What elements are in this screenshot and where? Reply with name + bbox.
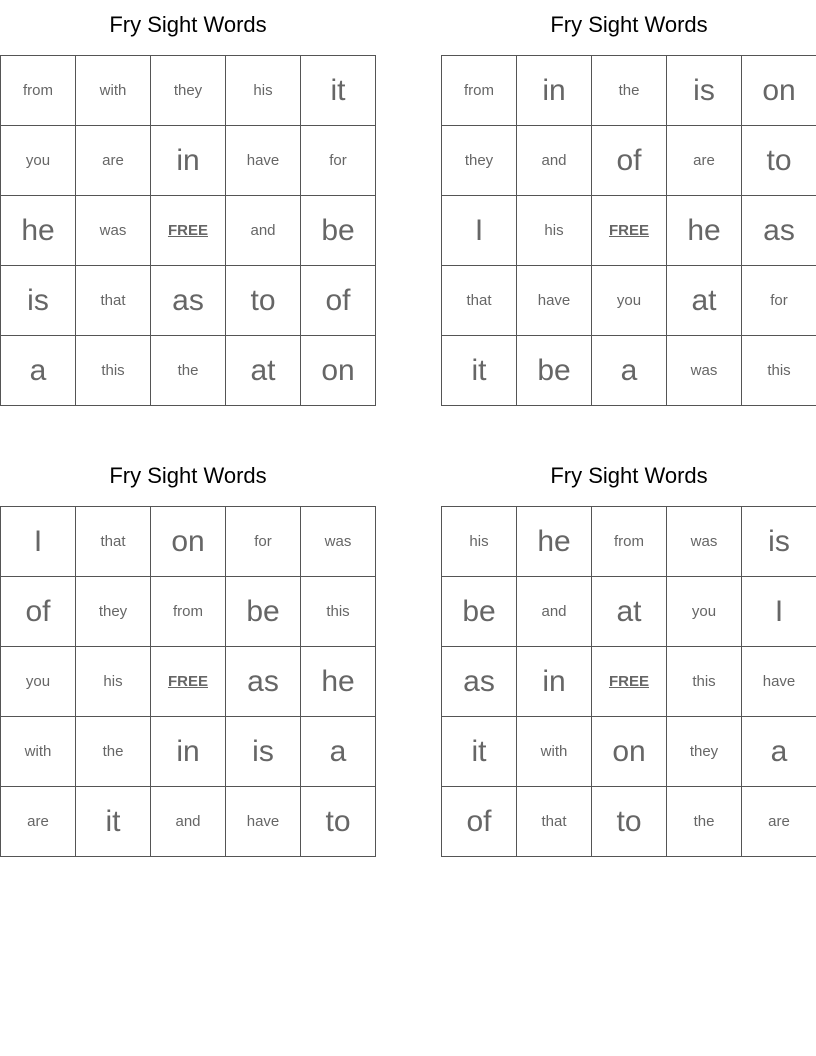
word-cell: is xyxy=(742,507,816,577)
word-cell: in xyxy=(517,647,592,717)
word-cell: as xyxy=(226,647,301,717)
word-cell: in xyxy=(151,126,226,196)
word-cell: of xyxy=(592,126,667,196)
word-cell: was xyxy=(667,507,742,577)
word-cell: and xyxy=(151,787,226,857)
free-space-cell: FREE xyxy=(592,196,667,266)
word-cell: have xyxy=(226,126,301,196)
word-cell: a xyxy=(592,336,667,406)
grid-row xyxy=(442,647,816,717)
word-cell: this xyxy=(742,336,816,406)
word-cell: his xyxy=(76,647,151,717)
grid-row xyxy=(1,126,376,196)
word-cell: are xyxy=(742,787,816,857)
word-cell: be xyxy=(301,196,376,266)
bingo-card-4 xyxy=(441,451,816,857)
word-cell: and xyxy=(226,196,301,266)
grid-row xyxy=(442,196,816,266)
word-cell: this xyxy=(667,647,742,717)
grid-row xyxy=(1,196,376,266)
word-cell: a xyxy=(301,717,376,787)
grid-row xyxy=(1,56,376,126)
word-cell: as xyxy=(151,266,226,336)
word-cell: they xyxy=(76,577,151,647)
word-cell: is xyxy=(667,56,742,126)
bingo-grid xyxy=(0,55,376,406)
card-title: Fry Sight Words xyxy=(550,463,708,488)
word-cell: have xyxy=(742,647,816,717)
word-cell: this xyxy=(301,577,376,647)
grid-row xyxy=(442,336,816,406)
word-cell: you xyxy=(667,577,742,647)
word-cell: his xyxy=(442,507,517,577)
word-cell: and xyxy=(517,126,592,196)
word-cell: are xyxy=(76,126,151,196)
word-cell: a xyxy=(1,336,76,406)
word-cell: this xyxy=(76,336,151,406)
word-cell: a xyxy=(742,717,816,787)
card-title: Fry Sight Words xyxy=(109,463,267,488)
word-cell: at xyxy=(226,336,301,406)
word-cell: on xyxy=(742,56,816,126)
word-cell: it xyxy=(76,787,151,857)
word-cell: for xyxy=(301,126,376,196)
word-cell: they xyxy=(151,56,226,126)
word-cell: the xyxy=(76,717,151,787)
word-cell: you xyxy=(1,647,76,717)
word-cell: it xyxy=(442,717,517,787)
grid-row xyxy=(1,336,376,406)
word-cell: it xyxy=(301,56,376,126)
word-cell: his xyxy=(517,196,592,266)
word-cell: to xyxy=(742,126,816,196)
grid-row xyxy=(442,266,816,336)
word-cell: I xyxy=(1,507,76,577)
word-cell: is xyxy=(1,266,76,336)
grid-row xyxy=(442,507,816,577)
word-cell: to xyxy=(301,787,376,857)
card-title: Fry Sight Words xyxy=(109,12,267,37)
word-cell: from xyxy=(151,577,226,647)
word-cell: on xyxy=(151,507,226,577)
bingo-grid xyxy=(0,506,376,857)
word-cell: to xyxy=(592,787,667,857)
word-cell: in xyxy=(517,56,592,126)
word-cell: are xyxy=(1,787,76,857)
word-cell: he xyxy=(667,196,742,266)
word-cell: of xyxy=(301,266,376,336)
word-cell: you xyxy=(592,266,667,336)
grid-row xyxy=(442,787,816,857)
grid-row xyxy=(1,647,376,717)
word-cell: from xyxy=(592,507,667,577)
word-cell: I xyxy=(742,577,816,647)
grid-row xyxy=(1,266,376,336)
word-cell: of xyxy=(1,577,76,647)
word-cell: with xyxy=(1,717,76,787)
grid-row xyxy=(442,56,816,126)
word-cell: his xyxy=(226,56,301,126)
word-cell: the xyxy=(667,787,742,857)
grid-row xyxy=(1,507,376,577)
word-cell: at xyxy=(667,266,742,336)
word-cell: they xyxy=(442,126,517,196)
word-cell: in xyxy=(151,717,226,787)
bingo-card-2 xyxy=(441,0,816,406)
word-cell: on xyxy=(592,717,667,787)
grid-row xyxy=(1,577,376,647)
word-cell: to xyxy=(226,266,301,336)
word-cell: with xyxy=(517,717,592,787)
word-cell: from xyxy=(442,56,517,126)
word-cell: as xyxy=(742,196,816,266)
bingo-grid xyxy=(441,506,816,857)
word-cell: the xyxy=(151,336,226,406)
word-cell: he xyxy=(517,507,592,577)
word-cell: are xyxy=(667,126,742,196)
word-cell: from xyxy=(1,56,76,126)
grid-row xyxy=(442,126,816,196)
bingo-grid xyxy=(441,55,816,406)
word-cell: on xyxy=(301,336,376,406)
grid-row xyxy=(442,717,816,787)
word-cell: they xyxy=(667,717,742,787)
grid-row xyxy=(1,717,376,787)
bingo-card-3 xyxy=(0,451,376,857)
word-cell: that xyxy=(76,507,151,577)
word-cell: is xyxy=(226,717,301,787)
word-cell: he xyxy=(1,196,76,266)
word-cell: that xyxy=(517,787,592,857)
free-space-cell: FREE xyxy=(151,647,226,717)
card-title: Fry Sight Words xyxy=(550,12,708,37)
bingo-card-1 xyxy=(0,0,376,406)
word-cell: have xyxy=(226,787,301,857)
word-cell: have xyxy=(517,266,592,336)
grid-row xyxy=(442,577,816,647)
word-cell: be xyxy=(442,577,517,647)
word-cell: be xyxy=(517,336,592,406)
word-cell: was xyxy=(301,507,376,577)
word-cell: as xyxy=(442,647,517,717)
word-cell: of xyxy=(442,787,517,857)
word-cell: you xyxy=(1,126,76,196)
word-cell: be xyxy=(226,577,301,647)
word-cell: with xyxy=(76,56,151,126)
word-cell: and xyxy=(517,577,592,647)
word-cell: the xyxy=(592,56,667,126)
word-cell: I xyxy=(442,196,517,266)
word-cell: that xyxy=(76,266,151,336)
free-space-cell: FREE xyxy=(592,647,667,717)
grid-row xyxy=(1,787,376,857)
word-cell: at xyxy=(592,577,667,647)
word-cell: he xyxy=(301,647,376,717)
free-space-cell: FREE xyxy=(151,196,226,266)
word-cell: it xyxy=(442,336,517,406)
word-cell: that xyxy=(442,266,517,336)
word-cell: was xyxy=(76,196,151,266)
word-cell: for xyxy=(742,266,816,336)
word-cell: was xyxy=(667,336,742,406)
word-cell: for xyxy=(226,507,301,577)
